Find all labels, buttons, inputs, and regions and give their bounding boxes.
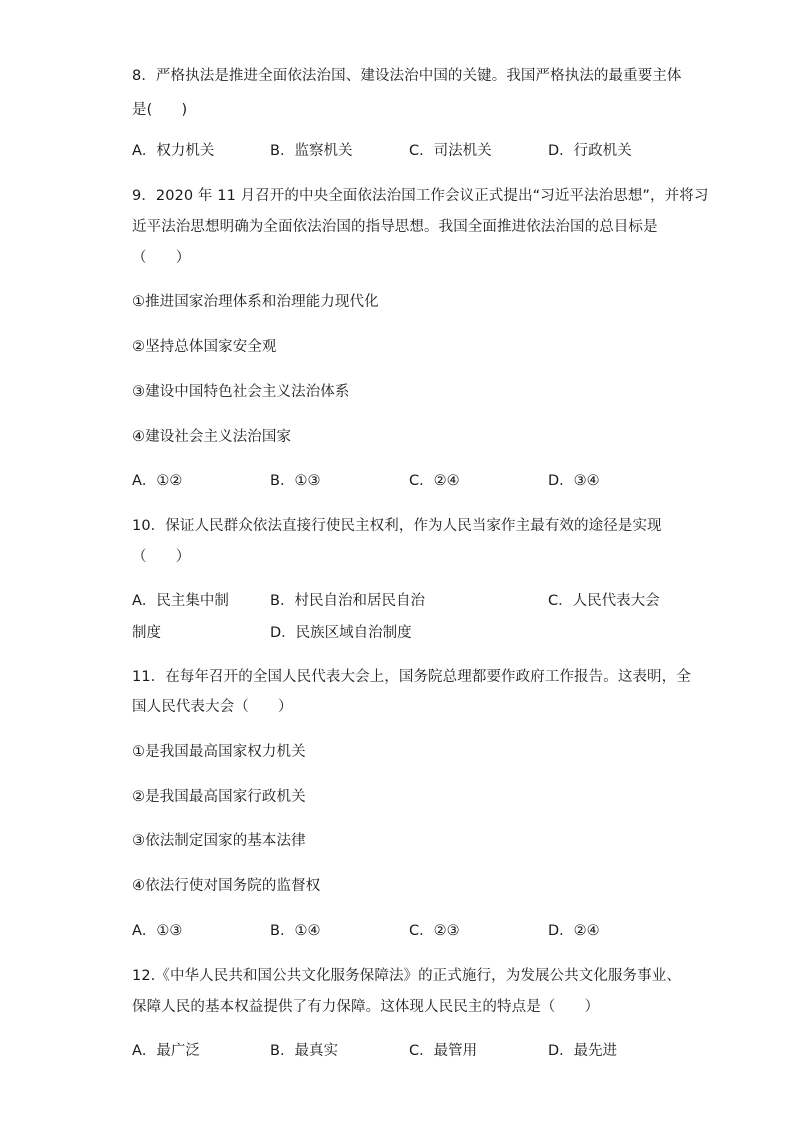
question-11-stem-line-2: 国人民代表大会（ ） bbox=[132, 699, 293, 715]
question-9-stem-line-1: 9．2020 年 11 月召开的中央全面依法治国工作会议正式提出“习近平法治思想”，并将习 bbox=[132, 188, 709, 204]
question-12-option-a[interactable]: A．最广泛 bbox=[132, 1043, 200, 1059]
question-11-statement-4: ④依法行使对国务院的监督权 bbox=[132, 878, 321, 894]
question-12-option-c[interactable]: C．最管用 bbox=[409, 1043, 478, 1059]
question-12-stem-line-1: 12.《中华人民共和国公共文化服务保障法》的正式施行，为发展公共文化服务事业、 bbox=[132, 968, 681, 984]
question-9-option-d[interactable]: D．③④ bbox=[548, 473, 600, 489]
question-11-option-a[interactable]: A．①③ bbox=[132, 923, 183, 939]
question-9-stem-line-3: （ ） bbox=[132, 250, 191, 266]
question-8-option-d[interactable]: D．行政机关 bbox=[548, 143, 632, 159]
question-9-statement-1: ①推进国家治理体系和治理能力现代化 bbox=[132, 294, 379, 310]
question-9-option-a[interactable]: A．①② bbox=[132, 473, 183, 489]
question-9-statement-4: ④建设社会主义法治国家 bbox=[132, 429, 292, 445]
question-10-stem-line-1: 10．保证人民群众依法直接行使民主权利，作为人民当家作主最有效的途径是实现 bbox=[132, 518, 662, 534]
question-11-option-b[interactable]: B．①④ bbox=[270, 923, 321, 939]
question-10-option-c-continued[interactable]: 制度 bbox=[132, 625, 161, 641]
question-10-stem-line-2: （ ） bbox=[132, 549, 191, 565]
question-11-option-d[interactable]: D．②④ bbox=[548, 923, 600, 939]
question-10-option-d[interactable]: D．民族区域自治制度 bbox=[270, 625, 412, 641]
question-9-statement-2: ②坚持总体国家安全观 bbox=[132, 339, 277, 355]
question-10-option-c[interactable]: C．人民代表大会 bbox=[548, 593, 660, 609]
question-10-option-a[interactable]: A．民主集中制 bbox=[132, 593, 229, 609]
question-10-option-b[interactable]: B．村民自治和居民自治 bbox=[270, 593, 425, 609]
question-11-option-c[interactable]: C．②③ bbox=[409, 923, 460, 939]
question-9-statement-3: ③建设中国特色社会主义法治体系 bbox=[132, 384, 350, 400]
question-11-stem-line-1: 11．在每年召开的全国人民代表大会上，国务院总理都要作政府工作报告。这表明，全 bbox=[132, 669, 691, 685]
question-12-option-d[interactable]: D．最先进 bbox=[548, 1043, 618, 1059]
question-12-option-b[interactable]: B．最真实 bbox=[270, 1043, 338, 1059]
question-8-option-c[interactable]: C．司法机关 bbox=[409, 143, 492, 159]
question-11-statement-3: ③依法制定国家的基本法律 bbox=[132, 833, 306, 849]
question-11-statement-1: ①是我国最高国家权力机关 bbox=[132, 744, 306, 760]
question-8-option-b[interactable]: B．监察机关 bbox=[270, 143, 353, 159]
question-8-stem-line-1: 8．严格执法是推进全面依法治国、建设法治中国的关键。我国严格执法的最重要主体 bbox=[132, 68, 682, 84]
question-9-option-c[interactable]: C．②④ bbox=[409, 473, 460, 489]
question-11-statement-2: ②是我国最高国家行政机关 bbox=[132, 789, 306, 805]
question-9-stem-line-2: 近平法治思想明确为全面依法治国的指导思想。我国全面推进依法治国的总目标是 bbox=[132, 219, 658, 235]
question-9-option-b[interactable]: B．①③ bbox=[270, 473, 321, 489]
question-8-option-a[interactable]: A．权力机关 bbox=[132, 143, 215, 159]
question-8-stem-line-2: 是( ) bbox=[132, 102, 188, 118]
question-12-stem-line-2: 保障人民的基本权益提供了有力保障。这体现人民民主的特点是（ ） bbox=[132, 999, 600, 1015]
